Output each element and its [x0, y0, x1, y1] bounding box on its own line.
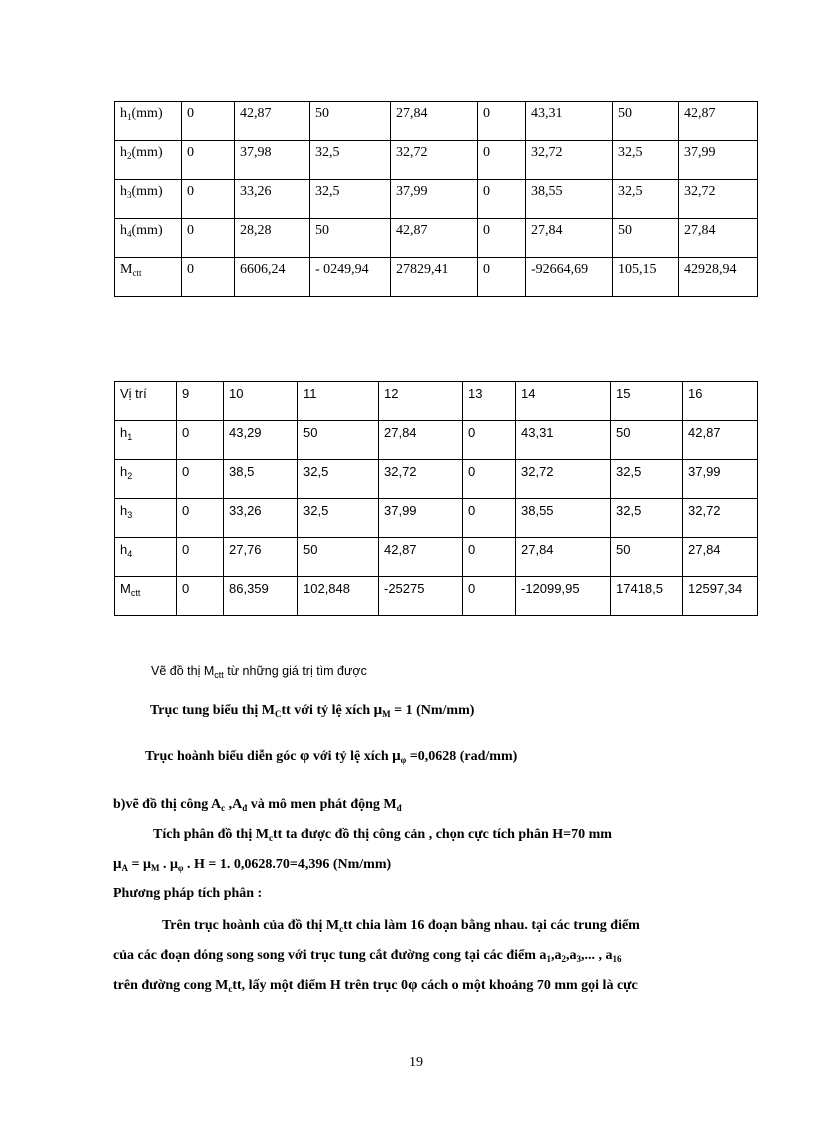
table-cell: 0	[182, 102, 235, 141]
table-cell: 0	[478, 180, 526, 219]
table-cell: 32,72	[679, 180, 758, 219]
table-row	[115, 499, 758, 538]
table-cell: 33,26	[224, 499, 298, 538]
table-cell: 32,5	[611, 499, 683, 538]
table-cell: 12	[379, 382, 463, 421]
table-cell: 0	[177, 421, 224, 460]
table-cell: 50	[298, 538, 379, 577]
table-cell: 86,359	[224, 577, 298, 616]
table-row	[115, 382, 758, 421]
table-cell: 50	[310, 219, 391, 258]
table-cell: 32,5	[298, 460, 379, 499]
table-cell: 32,72	[391, 141, 478, 180]
table-cell: 42,87	[679, 102, 758, 141]
table-cell: 32,72	[683, 499, 758, 538]
table-cell: -12099,95	[516, 577, 611, 616]
table-cell: 105,15	[613, 258, 679, 297]
table-row	[115, 219, 758, 258]
table-cell: 50	[611, 538, 683, 577]
table-body	[115, 102, 758, 297]
table-cell: - 0249,94	[310, 258, 391, 297]
table-cell: -25275	[379, 577, 463, 616]
table-cell: 32,5	[310, 141, 391, 180]
row-label: Vị trí	[115, 382, 177, 421]
table-cell: 0	[177, 460, 224, 499]
table-cell: 16	[683, 382, 758, 421]
table-cell: 0	[463, 577, 516, 616]
table-cell: 37,98	[235, 141, 310, 180]
table-cell: 27,76	[224, 538, 298, 577]
table-cell: 32,72	[526, 141, 613, 180]
table-cell: 0	[478, 258, 526, 297]
table-cell: 37,99	[683, 460, 758, 499]
table-cell: 0	[177, 499, 224, 538]
table-cell: 33,26	[235, 180, 310, 219]
row-label: $h_3$	[115, 499, 177, 538]
table-cell: 38,5	[224, 460, 298, 499]
table-cell: 0	[177, 577, 224, 616]
table-cell: 27,84	[526, 219, 613, 258]
table-cell: 43,31	[526, 102, 613, 141]
table-cell: 50	[613, 102, 679, 141]
row-label: $h_2$	[115, 460, 177, 499]
table-cell: 32,72	[516, 460, 611, 499]
row-label: $h_2(mm)$	[115, 141, 182, 180]
table-cell: 0	[463, 538, 516, 577]
section-heading-b: b)vẽ đồ thị công $A_c$ $,A_đ$ và mô men phát động $M_đ$	[113, 797, 402, 813]
table-cell: 27829,41	[391, 258, 478, 297]
table-cell: 37,99	[379, 499, 463, 538]
table-cell: 42,87	[235, 102, 310, 141]
table-cell: 28,28	[235, 219, 310, 258]
table-cell: 0	[463, 421, 516, 460]
formula-mu-a: $\mu_A = \mu_M$ . $\mu_\varphi$ . H = 1. 0,0628.70=4,396 (Nm/mm)	[113, 856, 392, 873]
table-cell: 42928,94	[679, 258, 758, 297]
table-row	[115, 180, 758, 219]
table-cell: 13	[463, 382, 516, 421]
table-cell: 0	[177, 538, 224, 577]
text-line-3: Trục hoành biểu diễn góc φ với tỷ lệ xích $\mu_\varphi =0,0628$ (rad/mm)	[145, 748, 518, 765]
text-line-8: Trên trục hoành của đồ thị $M_ctt$ chia làm 16 đoạn bằng nhau. tại các trung điểm	[162, 918, 640, 934]
table-cell: 42,87	[379, 538, 463, 577]
table-cell: 32,5	[613, 141, 679, 180]
table-cell: 27,84	[679, 219, 758, 258]
table-cell: 50	[310, 102, 391, 141]
row-label: $h_4(mm)$	[115, 219, 182, 258]
table-cell: 0	[463, 499, 516, 538]
table-cell: 0	[182, 258, 235, 297]
row-label: $h_1$	[115, 421, 177, 460]
table-cell: 0	[478, 102, 526, 141]
table-cell: 0	[182, 141, 235, 180]
table-cell: 6606,24	[235, 258, 310, 297]
table-cell: 10	[224, 382, 298, 421]
page-number: 19	[409, 1055, 423, 1070]
row-label: $h_1(mm)$	[115, 102, 182, 141]
text-line-10: trên đường cong $M_ctt$, lấy một điểm H trên trục 0φ cách o một khoảng 70 mm gọi là cực	[113, 977, 638, 994]
table-cell: 50	[611, 421, 683, 460]
table-row	[115, 577, 758, 616]
table-cell: 50	[298, 421, 379, 460]
text-line-7: Phương pháp tích phân :	[113, 886, 263, 901]
table-row	[115, 538, 758, 577]
table-cell: 0	[478, 219, 526, 258]
table-cell: 0	[182, 180, 235, 219]
row-label: $h_3(mm)$	[115, 180, 182, 219]
table-cell: 17418,5	[611, 577, 683, 616]
table-cell: 32,5	[310, 180, 391, 219]
table-body	[115, 382, 758, 616]
table-cell: 32,5	[298, 499, 379, 538]
table-cell: 14	[516, 382, 611, 421]
table-cell: 43,29	[224, 421, 298, 460]
text-line-9: của các đoạn dóng song song với trục tung cắt đường cong tại các điểm $a_1,a_2,a_3$,... , $a_{16}$	[113, 948, 622, 964]
table-row	[115, 258, 758, 297]
table-h-values-2	[114, 381, 758, 616]
table-cell: 27,84	[683, 538, 758, 577]
table-cell: 38,55	[526, 180, 613, 219]
table-cell: 43,31	[516, 421, 611, 460]
table-cell: 27,84	[391, 102, 478, 141]
table-cell: 0	[182, 219, 235, 258]
text-line-5: Tích phân đồ thị $M_ctt$ ta được đồ thị công cản , chọn cực tích phân H=70 mm	[153, 827, 612, 843]
table-row	[115, 141, 758, 180]
table-row	[115, 421, 758, 460]
table-cell: 11	[298, 382, 379, 421]
table-cell: 27,84	[379, 421, 463, 460]
row-label: $h_4$	[115, 538, 177, 577]
table-cell: 0	[463, 460, 516, 499]
table-row	[115, 102, 758, 141]
table-row	[115, 460, 758, 499]
table-cell: 50	[613, 219, 679, 258]
row-label: $M_{ctt}$	[115, 577, 177, 616]
table-cell: 9	[177, 382, 224, 421]
table-cell: 42,87	[683, 421, 758, 460]
table-h-values-1	[114, 101, 758, 297]
table-cell: 42,87	[391, 219, 478, 258]
table-cell: 0	[478, 141, 526, 180]
table-cell: 38,55	[516, 499, 611, 538]
table-cell: 37,99	[679, 141, 758, 180]
table-cell: 32,5	[613, 180, 679, 219]
table-cell: 27,84	[516, 538, 611, 577]
table-cell: 32,72	[379, 460, 463, 499]
table-cell: 102,848	[298, 577, 379, 616]
text-line-2: Trục tung biểu thị $M_Ctt$ với tỷ lệ xích $\mu_M = 1$ (Nm/mm)	[150, 702, 475, 719]
table-cell: -92664,69	[526, 258, 613, 297]
table-cell: 32,5	[611, 460, 683, 499]
row-label: $M_{ctt}$	[115, 258, 182, 297]
text-line-1: Vẽ đồ thị $M_{ctt}$ từ những giá trị tìm được	[151, 664, 367, 680]
table-cell: 15	[611, 382, 683, 421]
table-cell: 12597,34	[683, 577, 758, 616]
table-cell: 37,99	[391, 180, 478, 219]
